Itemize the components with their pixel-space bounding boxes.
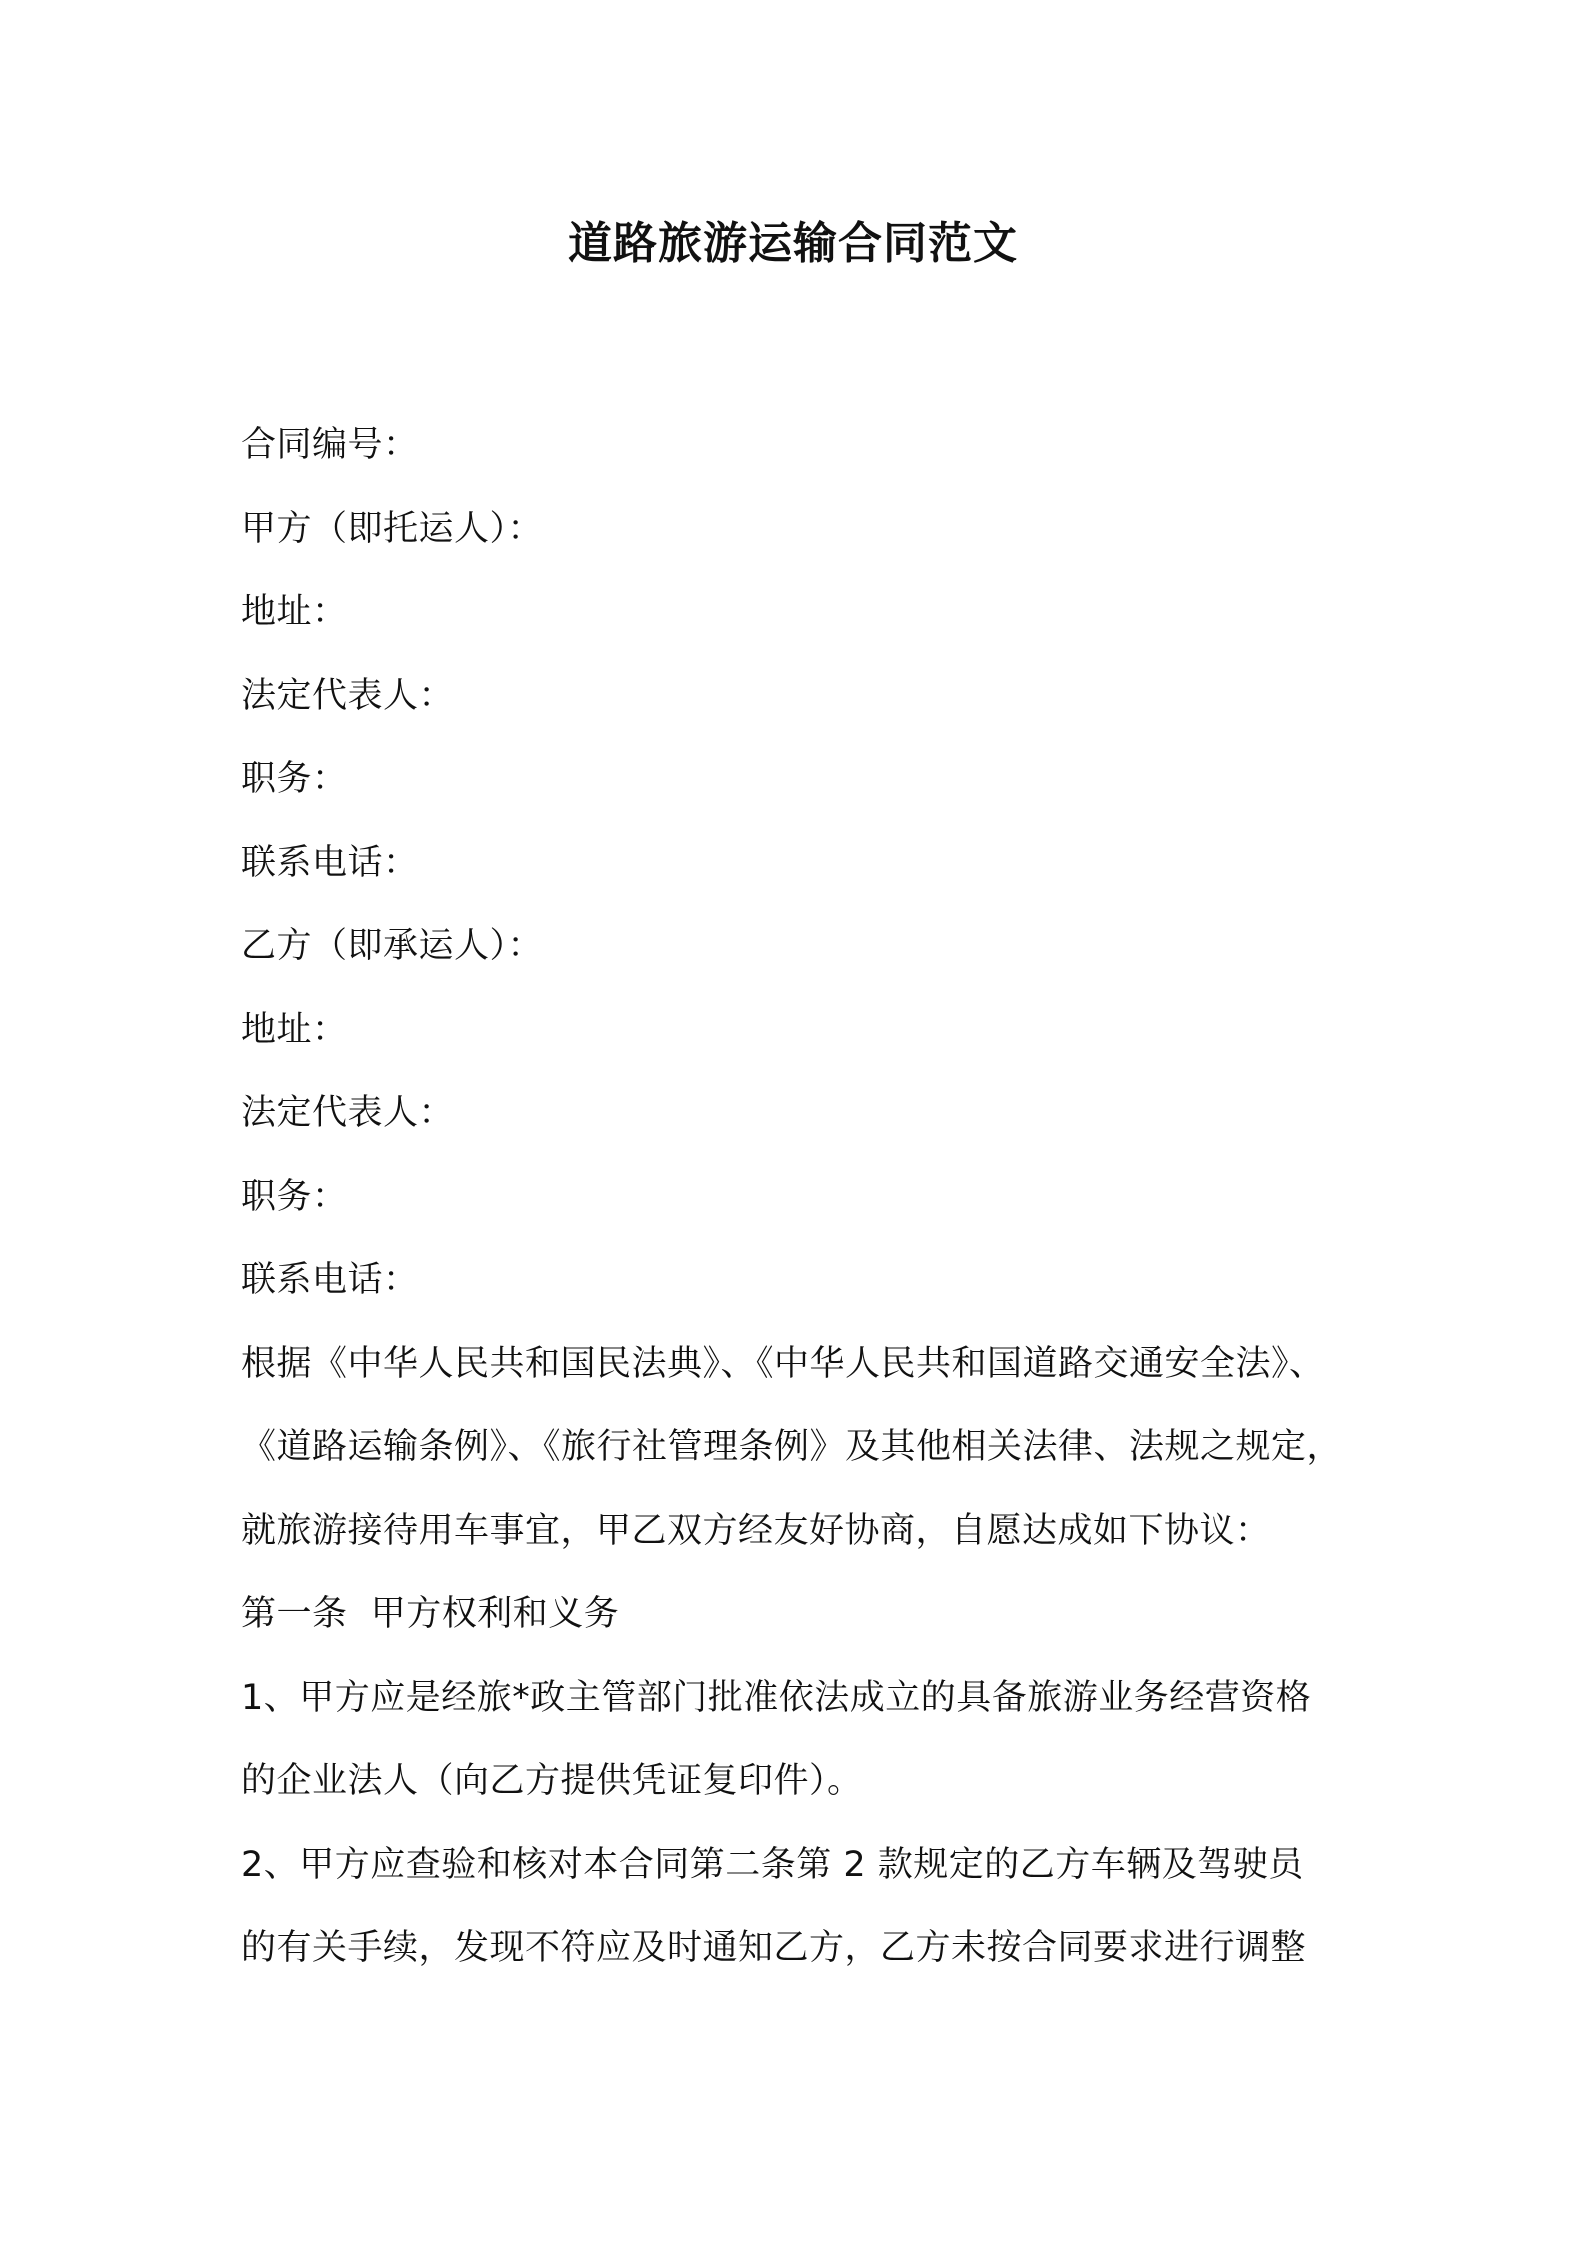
field-party-b: 乙方（即承运人）：: [241, 926, 544, 966]
article-one-heading: 第一条 甲方权利和义务: [241, 1594, 620, 1634]
field-party-b-legal-representative: 法定代表人：: [241, 1093, 455, 1133]
document-body: [241, 404, 1361, 1991]
field-party-b-address: 地址：: [241, 1009, 348, 1050]
field-party-a-position: 职务：: [241, 759, 348, 799]
preamble-line: 根据《中华人民共和国民法典》、《中华人民共和国道路交通安全法》、: [241, 1343, 1325, 1384]
preamble-line: 《道路运输条例》、《旅行社管理条例》及其他相关法律、法规之规定，: [241, 1427, 1343, 1467]
document-title: 道路旅游运输合同范文: [568, 218, 1018, 269]
field-contract-number: 合同编号：: [241, 425, 419, 465]
field-party-a-legal-representative: 法定代表人：: [241, 675, 455, 716]
field-party-b-position: 职务：: [241, 1176, 348, 1217]
field-party-b-phone: 联系电话：: [241, 1260, 419, 1300]
clause-line: 的有关手续，发现不符应及时通知乙方，乙方未按合同要求进行调整: [241, 1928, 1307, 1968]
clause-line: 1、甲方应是经旅*政主管部门批准依法成立的具备旅游业务经营资格: [241, 1677, 1312, 1718]
preamble-line: 就旅游接待用车事宜，甲乙双方经友好协商，自愿达成如下协议：: [241, 1510, 1271, 1551]
field-party-a-address: 地址：: [241, 592, 348, 632]
field-party-a: 甲方（即托运人）：: [241, 508, 544, 549]
clause-line: 2、甲方应查验和核对本合同第二条第 2 款规定的乙方车辆及驾驶员: [241, 1844, 1304, 1885]
field-party-a-phone: 联系电话：: [241, 842, 419, 883]
clause-line: 的企业法人（向乙方提供凭证复印件）。: [241, 1761, 863, 1801]
